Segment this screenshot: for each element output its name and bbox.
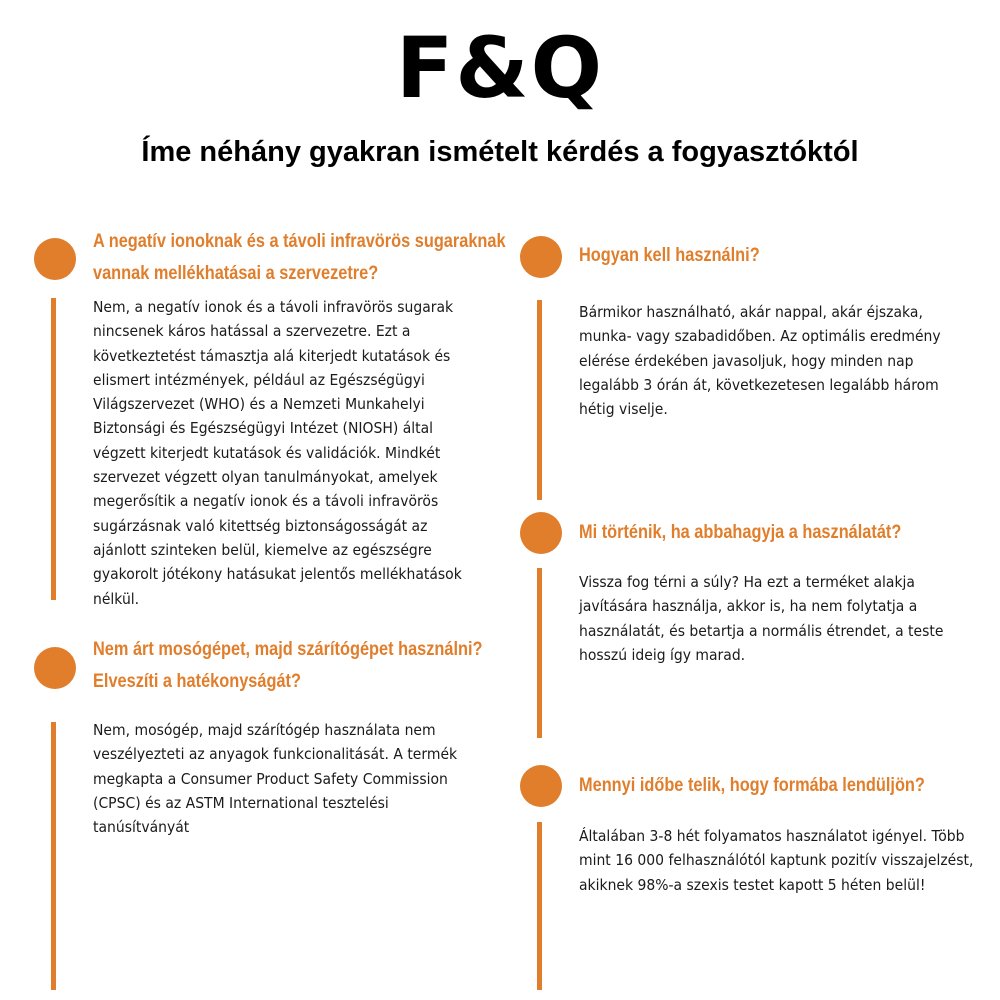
faq-answer: Általában 3-8 hét folyamatos használatot igényel. Több mint 16 000 felhasználótól kaptunk pozitív visszajelzést, akiknek 98%-a szexis testet kapott 5 héten belül!	[579, 827, 974, 894]
accent-bar	[537, 568, 542, 738]
page-title: F&Q	[395, 19, 605, 117]
bullet-dot-icon	[520, 236, 562, 278]
bullet-dot-icon	[34, 647, 76, 689]
bullet-dot-icon	[34, 238, 76, 280]
faq-answer: Nem, mosógép, majd szárítógép használata nem veszélyezteti az anyagok funkcionalitását. A termék megkapta a Consumer Product Safety Commission (CPSC) és az ASTM International tesztelési tanúsítványát	[93, 721, 458, 837]
faq-question: Hogyan kell használni?	[579, 245, 760, 266]
accent-bar	[537, 822, 542, 990]
page-subtitle: Íme néhány gyakran ismételt kérdés a fogyasztóktól	[141, 136, 859, 168]
faq-answer: Bármikor használható, akár nappal, akár éjszaka, munka- vagy szabadidőben. Az optimális eredmény elérése érdekében javasoljuk, hogy minden nap legalább 3 órán át, következetesen legalább három hétig viselje.	[579, 303, 941, 419]
faq-answer: Vissza fog térni a súly? Ha ezt a terméket alakja javítására használja, akkor is, ha nem folytatja a használatát, és betartja a normális étrendet, a teste hosszú ideig így marad.	[579, 573, 944, 664]
faq-question: Mennyi időbe telik, hogy formába lendüljön?	[579, 775, 925, 796]
faq-question: A negatív ionoknak és a távoli infravörös sugaraknak vannak mellékhatásai a szervezetre?	[93, 231, 506, 284]
faq-question: Nem árt mosógépet, majd szárítógépet használni? Elveszíti a hatékonyságát?	[93, 639, 483, 692]
bullet-dot-icon	[520, 512, 562, 554]
accent-bar	[537, 300, 542, 500]
accent-bar	[51, 722, 56, 990]
accent-bar	[51, 298, 56, 600]
faq-answer: Nem, a negatív ionok és a távoli infravörös sugarak nincsenek káros hatással a szervezetre. Ezt a következtetést támasztja alá kiterjedt kutatások és elismert intézmények, például az Egészségügyi Világszervezet (WHO) és a Nemzeti Munkahelyi Biztonsági és Egészségügyi Intézet (NIOSH) által végzett kiterjedt kutatások és validációk. Mindkét szervezet végzett olyan tanulmányokat, amelyek megerősítik a negatív ionok és a távoli infravörös sugárzásnak való kitettség biztonságosságát az ajánlott szinteken belül, kiemelve az egészségre gyakorolt jótékony hatásukat jelentős mellékhatások nélkül.	[93, 298, 462, 608]
faq-question: Mi történik, ha abbahagyja a használatát?	[579, 522, 902, 543]
bullet-dot-icon	[520, 765, 562, 807]
